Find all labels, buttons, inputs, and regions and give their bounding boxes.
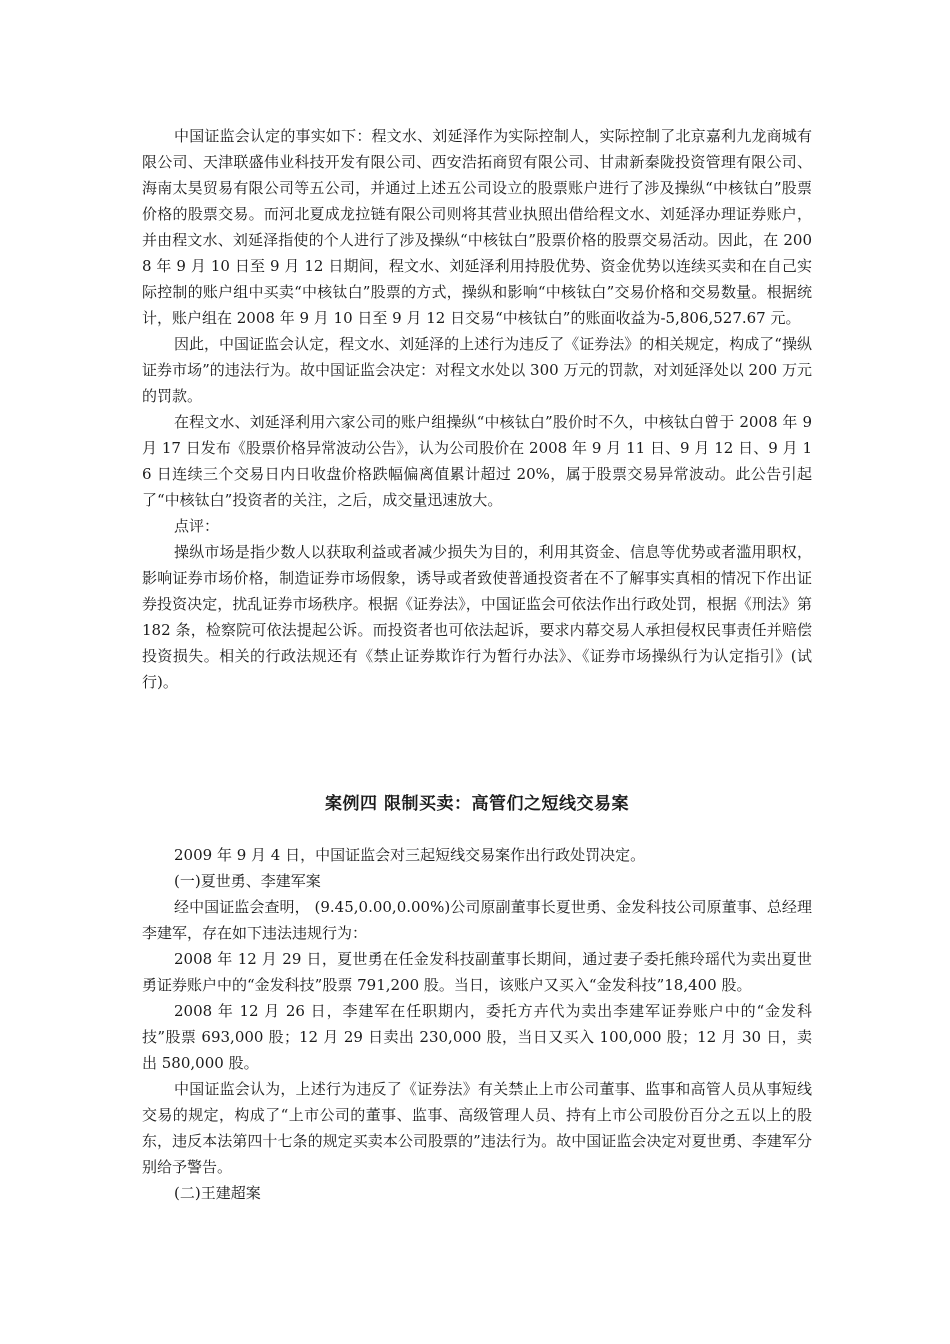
paragraph-announcement: 在程文水、刘延泽利用六家公司的账户组操纵“中核钛白”股价时不久，中核钛白曾于 2008 年 9 月 17 日发布《股票价格异常波动公告》，认为公司股价在 2008 年 9 月 11 日、9 月 12 日、9 月 16 日连续三个交易日内日收盘价格跌幅偏离值累计超过 20%，属于股票交易异常波动。此公告引起了“中核钛白”投资者的关注，之后，成交量迅速放大。 (142, 413, 812, 509)
paragraph-ruling: 中国证监会认为，上述行为违反了《证券法》有关禁止上市公司董事、监事和高管人员从事短线交易的规定，构成了“上市公司的董事、监事、高级管理人员、持有上市公司股份百分之五以上的股东，违反本法第四十七条的规定买卖本公司股票的”违法行为。故中国证监会决定对夏世勇、李建军分别给予警告。 (142, 1080, 812, 1176)
paragraph-commentary-label: 点评： (174, 517, 220, 535)
paragraph-xia-trades: 2008 年 12 月 29 日，夏世勇在任金发科技副董事长期间，通过妻子委托熊玲瑶代为卖出夏世勇证券账户中的“金发科技”股票 791,200 股。当日，该账户又买入“金发科技”18,400 股。 (142, 950, 812, 994)
case-four-title: 案例四 限制买卖：高管们之短线交易案 (325, 794, 629, 814)
section-short-swing-case (142, 842, 812, 1206)
paragraph-facts: 中国证监会认定的事实如下：程文水、刘延泽作为实际控制人，实际控制了北京嘉利九龙商城有限公司、天津联盛伟业科技开发有限公司、西安浩拓商贸有限公司、甘肃新秦陇投资管理有限公司、海南太昊贸易有限公司等五公司，并通过上述五公司设立的股票账户进行了涉及操纵“中核钛白”股票价格的股票交易。而河北夏成龙拉链有限公司则将其营业执照出借给程文水、刘延泽办理证券账户，并由程文水、刘延泽指使的个人进行了涉及操纵“中核钛白”股票价格的股票交易活动。因此，在 2008 年 9 月 10 日至 9 月 12 日期间，程文水、刘延泽利用持股优势、资金优势以连续买卖和在自己实际控制的账户组中买卖“中核钛白”股票的方式，操纵和影响“中核钛白”交易价格和交易数量。根据统计，账户组在 2008 年 9 月 10 日至 9 月 12 日交易“中核钛白”的账面收益为-5,806,527.67 元。 (142, 127, 812, 327)
paragraph-investigation: 经中国证监会查明， (9.45,0.00,0.00%)公司原副董事长夏世勇、金发科技公司原董事、总经理李建军，存在如下违法违规行为： (142, 898, 812, 942)
section-manipulation-case (142, 123, 812, 695)
subheading-case-one: (一)夏世勇、李建军案 (174, 872, 321, 890)
paragraph-intro: 2009 年 9 月 4 日，中国证监会对三起短线交易案作出行政处罚决定。 (174, 846, 646, 864)
paragraph-commentary: 操纵市场是指少数人以获取利益或者减少损失为目的，利用其资金、信息等优势或者滥用职权，影响证券市场价格，制造证券市场假象，诱导或者致使普通投资者在不了解事实真相的情况下作出证券投资决定，扰乱证券市场秩序。根据《证券法》，中国证监会可依法作出行政处罚，根据《刑法》第 182 条，检察院可依法提起公诉。而投资者也可依法起诉，要求内幕交易人承担侵权民事责任并赔偿投资损失。相关的行政法规还有《禁止证券欺诈行为暂行办法》、《证券市场操纵行为认定指引》(试行)。 (142, 543, 812, 691)
paragraph-penalty: 因此，中国证监会认定，程文水、刘延泽的上述行为违反了《证券法》的相关规定，构成了“操纵证券市场”的违法行为。故中国证监会决定：对程文水处以 300 万元的罚款，对刘延泽处以 200 万元的罚款。 (142, 335, 812, 405)
paragraph-li-trades: 2008 年 12 月 26 日，李建军在任职期内，委托方卉代为卖出李建军证券账户中的“金发科技”股票 693,000 股；12 月 29 日卖出 230,000 股，当日又买入 100,000 股；12 月 30 日，卖出 580,000 股。 (142, 1002, 812, 1072)
subheading-case-two: (二)王建超案 (174, 1184, 261, 1202)
